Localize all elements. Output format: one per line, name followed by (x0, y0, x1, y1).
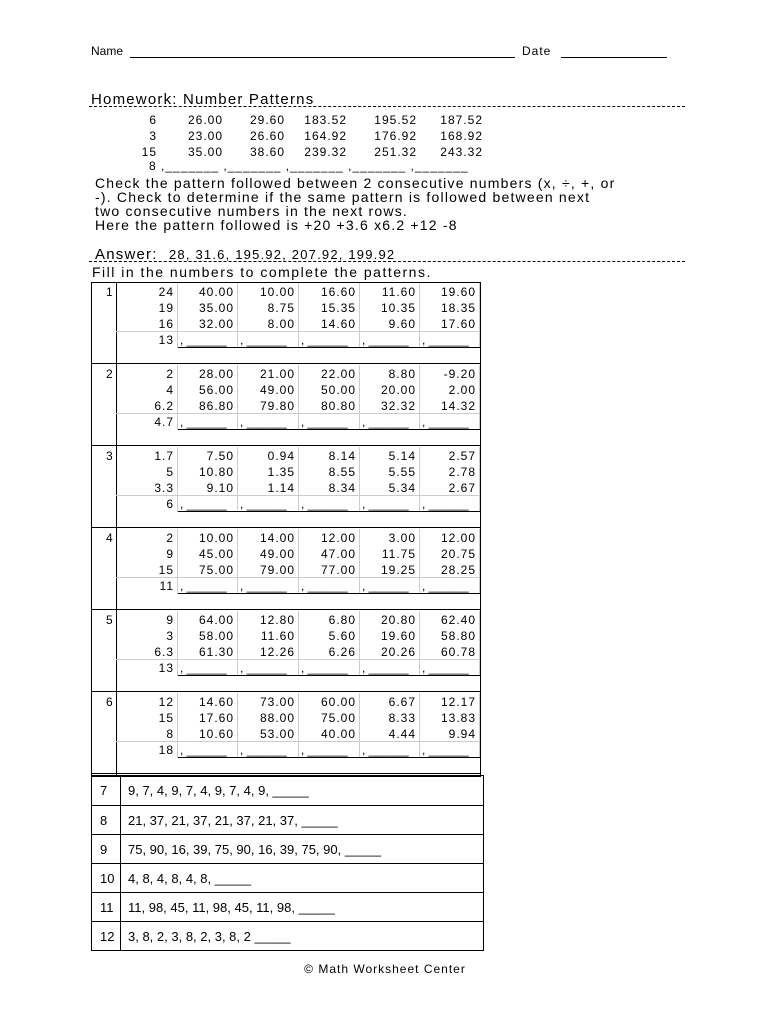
blank-answer[interactable]: , ______ (240, 743, 287, 757)
blank-start: 4.7 (154, 415, 174, 429)
blank-answer[interactable]: , ______ (301, 743, 348, 757)
blank-answer[interactable]: , ______ (240, 333, 287, 347)
table-cell: 15 (158, 563, 174, 577)
grid-line (178, 511, 480, 512)
homework-cell: 251.32 (374, 145, 417, 159)
blank-answer[interactable]: , ______ (422, 579, 469, 593)
table-cell: 12 (158, 695, 174, 709)
problem-block (92, 283, 480, 365)
problem-number: 6 (106, 695, 113, 709)
homework-cell: 23.00 (187, 129, 223, 143)
homework-cell: 38.60 (249, 145, 285, 159)
table-cell: 49.00 (259, 547, 295, 561)
answer-value: 28, 31.6, 195.92, 207.92, 199.92 (169, 247, 396, 262)
grid-line (479, 693, 480, 758)
grid-line (116, 577, 480, 578)
table-cell: 8.80 (388, 367, 416, 381)
grid-line (479, 529, 480, 594)
table-cell: 19 (158, 301, 174, 315)
table-cell: 45.00 (198, 547, 234, 561)
table-cell: 60.78 (440, 645, 476, 659)
table-cell: 20.80 (380, 613, 416, 627)
blank-answer[interactable]: , ______ (180, 743, 227, 757)
grid-line (120, 922, 121, 951)
blank-start: 18 (158, 743, 174, 757)
table-cell: 19.60 (380, 629, 416, 643)
blank-answer[interactable]: , ______ (301, 661, 348, 675)
table-cell: 79.80 (259, 399, 295, 413)
table-cell: 9 (166, 547, 174, 561)
table-cell: 77.00 (320, 563, 356, 577)
table-cell: 79.00 (259, 563, 295, 577)
table-cell: 4 (166, 383, 174, 397)
table-cell: 2.57 (448, 449, 476, 463)
table-cell: 12.17 (440, 695, 476, 709)
sequence-number: 12 (100, 929, 115, 944)
table-cell: 15 (158, 711, 174, 725)
table-cell: 6.2 (154, 399, 174, 413)
table-cell: 12.80 (259, 613, 295, 627)
table-cell: 19.60 (440, 285, 476, 299)
grid-line (177, 693, 178, 758)
blank-answer[interactable]: , ______ (362, 661, 409, 675)
blank-answer[interactable]: , ______ (422, 497, 469, 511)
sequence-text[interactable]: 4, 8, 4, 8, 4, 8, _____ (128, 871, 251, 886)
instruction-line-3: two consecutive numbers in the next rows. (95, 203, 408, 219)
grid-line (120, 806, 121, 835)
grid-line (92, 363, 480, 364)
table-cell: 14.60 (198, 695, 234, 709)
problem-number: 3 (106, 449, 113, 463)
table-cell: 3.3 (154, 481, 174, 495)
table-cell: 20.26 (380, 645, 416, 659)
table-cell: 75.00 (198, 563, 234, 577)
grid-line (116, 283, 117, 365)
grid-line (359, 693, 360, 758)
grid-line (116, 693, 117, 775)
grid-line (120, 776, 121, 805)
table-cell: 14.60 (320, 317, 356, 331)
blank-answer[interactable]: , ______ (301, 415, 348, 429)
grid-line (116, 611, 117, 693)
table-cell: 53.00 (259, 727, 295, 741)
homework-cell: 164.92 (304, 129, 347, 143)
blank-answer[interactable]: , ______ (180, 579, 227, 593)
table-cell: 17.60 (440, 317, 476, 331)
grid-line (419, 283, 420, 348)
table-cell: 32.00 (198, 317, 234, 331)
sequence-text[interactable]: 3, 8, 2, 3, 8, 2, 3, 8, 2 _____ (128, 929, 291, 944)
table-cell: 58.00 (198, 629, 234, 643)
table-cell: 2 (166, 367, 174, 381)
grid-line (419, 529, 420, 594)
sequence-number: 10 (100, 871, 115, 886)
grid-line (359, 283, 360, 348)
table-cell: 6.26 (328, 645, 356, 659)
grid-line (419, 447, 420, 512)
grid-line (92, 691, 480, 692)
blank-start: 13 (158, 661, 174, 675)
problem-number: 4 (106, 531, 113, 545)
table-cell: 22.00 (320, 367, 356, 381)
blank-answer[interactable]: , ______ (240, 497, 287, 511)
homework-cell: 6 (149, 113, 157, 127)
problem-block (92, 611, 480, 693)
sequence-number: 8 (100, 813, 108, 828)
table-cell: 6.67 (388, 695, 416, 709)
blank-answer[interactable]: , ______ (422, 661, 469, 675)
table-cell: 10.00 (198, 531, 234, 545)
homework-cell: 183.52 (304, 113, 347, 127)
grid-line (177, 447, 178, 512)
grid-line (92, 527, 480, 528)
homework-cell: 29.60 (249, 113, 285, 127)
grid-line (177, 365, 178, 430)
problem-block (92, 365, 480, 447)
table-cell: 14.00 (259, 531, 295, 545)
table-cell: 47.00 (320, 547, 356, 561)
table-cell: 75.00 (320, 711, 356, 725)
sequence-number: 9 (100, 842, 108, 857)
date-label: Date (522, 44, 552, 58)
homework-cell: 168.92 (440, 129, 483, 143)
homework-cell: 187.52 (440, 113, 483, 127)
blank-answer[interactable]: , ______ (301, 579, 348, 593)
table-cell: 9.10 (206, 481, 234, 495)
table-cell: 15.35 (320, 301, 356, 315)
grid-line (92, 609, 480, 610)
grid-line (177, 283, 178, 348)
table-cell: 8.33 (388, 711, 416, 725)
grid-line (116, 331, 480, 332)
grid-line (177, 611, 178, 676)
table-cell: 2.67 (448, 481, 476, 495)
table-cell: 3.00 (388, 531, 416, 545)
sequence-row (92, 834, 483, 864)
table-cell: 4.44 (388, 727, 416, 741)
table-cell: 35.00 (198, 301, 234, 315)
date-field[interactable] (561, 57, 667, 58)
table-cell: -9.20 (443, 367, 476, 381)
sequence-row (92, 892, 483, 922)
blank-answer[interactable]: , ______ (180, 497, 227, 511)
table-cell: 11.75 (381, 547, 416, 561)
blank-answer[interactable]: , ______ (240, 661, 287, 675)
grid-line (237, 365, 238, 430)
table-cell: 14.32 (440, 399, 476, 413)
table-cell: 8.14 (328, 449, 356, 463)
homework-cell: 195.52 (374, 113, 417, 127)
homework-blank-row: 8 ,_______ ,_______ ,_______ ,_______ ,_______ (149, 159, 469, 173)
homework-title: Homework: Number Patterns (91, 91, 315, 108)
table-cell: 21.00 (259, 367, 295, 381)
grid-line (298, 283, 299, 348)
grid-line (178, 593, 480, 594)
problem-block (92, 447, 480, 529)
table-cell: 17.60 (198, 711, 234, 725)
table-cell: 0.94 (267, 449, 295, 463)
homework-cell: 3 (149, 129, 157, 143)
grid-line (116, 659, 480, 660)
table-cell: 3 (166, 629, 174, 643)
table-cell: 2 (166, 531, 174, 545)
grid-line (116, 529, 117, 611)
sequence-table (91, 775, 484, 951)
divider (89, 106, 685, 107)
sequence-text[interactable]: 9, 7, 4, 9, 7, 4, 9, 7, 4, 9, _____ (128, 783, 309, 798)
sequence-text[interactable]: 21, 37, 21, 37, 21, 37, 21, 37, _____ (128, 813, 338, 828)
blank-answer[interactable]: , ______ (301, 497, 348, 511)
table-cell: 10.80 (198, 465, 234, 479)
table-cell: 49.00 (259, 383, 295, 397)
homework-cell: 15 (141, 145, 157, 159)
table-cell: 8 (166, 727, 174, 741)
problem-number: 2 (106, 367, 113, 381)
grid-line (359, 365, 360, 430)
grid-line (237, 283, 238, 348)
blank-answer[interactable]: , ______ (240, 579, 287, 593)
problem-number: 1 (106, 285, 113, 299)
blank-start: 11 (159, 579, 174, 593)
blank-answer[interactable]: , ______ (422, 743, 469, 757)
footer: © Math Worksheet Center (304, 962, 466, 976)
blank-answer[interactable]: , ______ (180, 415, 227, 429)
table-cell: 1.7 (154, 449, 174, 463)
table-cell: 6.3 (154, 645, 174, 659)
table-cell: 5 (166, 465, 174, 479)
grid-line (237, 611, 238, 676)
instruction-line-2: -). Check to determine if the same pattern is followed between next (95, 189, 591, 205)
grid-line (298, 529, 299, 594)
table-cell: 9.60 (388, 317, 416, 331)
homework-cell: 176.92 (374, 129, 417, 143)
homework-section (89, 89, 685, 264)
table-cell: 88.00 (259, 711, 295, 725)
header (0, 40, 770, 65)
problems-grid (91, 282, 481, 777)
table-cell: 12.26 (259, 645, 295, 659)
table-cell: 8.75 (267, 301, 295, 315)
blank-answer[interactable]: , ______ (362, 743, 409, 757)
sequence-number: 7 (100, 783, 108, 798)
table-cell: 24 (158, 285, 174, 299)
table-cell: 56.00 (198, 383, 234, 397)
sequence-row (92, 863, 483, 893)
table-cell: 40.00 (198, 285, 234, 299)
grid-line (479, 447, 480, 512)
grid-line (178, 347, 480, 348)
table-cell: 10.60 (198, 727, 234, 741)
grid-line (298, 693, 299, 758)
table-cell: 10.35 (380, 301, 416, 315)
grid-line (359, 611, 360, 676)
table-cell: 12.00 (440, 531, 476, 545)
blank-answer[interactable]: , ______ (422, 415, 469, 429)
grid-line (479, 283, 480, 348)
answer-label: Answer: (95, 246, 158, 263)
table-cell: 28.25 (440, 563, 476, 577)
grid-line (479, 611, 480, 676)
table-cell: 2.78 (448, 465, 476, 479)
table-cell: 16.60 (320, 285, 356, 299)
grid-line (298, 611, 299, 676)
blank-answer[interactable]: , ______ (362, 497, 409, 511)
sequence-text[interactable]: 11, 98, 45, 11, 98, 45, 11, 98, _____ (128, 900, 335, 915)
grid-line (479, 365, 480, 430)
blank-answer[interactable]: , ______ (301, 333, 348, 347)
grid-line (237, 693, 238, 758)
blank-start: 13 (158, 333, 174, 347)
grid-line (298, 447, 299, 512)
blank-answer[interactable]: , ______ (180, 333, 227, 347)
homework-cell: 35.00 (187, 145, 223, 159)
fill-title: Fill in the numbers to complete the patterns. (92, 264, 432, 280)
grid-line (298, 365, 299, 430)
grid-line (116, 447, 117, 529)
grid-line (359, 529, 360, 594)
blank-answer[interactable]: , ______ (180, 661, 227, 675)
name-label: Name (91, 44, 124, 58)
table-cell: 20.75 (440, 547, 476, 561)
table-cell: 8.00 (267, 317, 295, 331)
grid-line (237, 447, 238, 512)
sequence-row (92, 776, 483, 805)
grid-line (120, 835, 121, 864)
blank-answer[interactable]: , ______ (362, 415, 409, 429)
table-cell: 64.00 (198, 613, 234, 627)
grid-line (116, 495, 480, 496)
grid-line (120, 864, 121, 893)
sequence-text[interactable]: 75, 90, 16, 39, 75, 90, 16, 39, 75, 90, _____ (128, 842, 381, 857)
homework-cell: 243.32 (440, 145, 483, 159)
table-cell: 60.00 (320, 695, 356, 709)
grid-line (177, 529, 178, 594)
table-cell: 5.60 (328, 629, 356, 643)
table-cell: 2.00 (448, 383, 476, 397)
table-cell: 5.34 (388, 481, 416, 495)
table-cell: 7.50 (206, 449, 234, 463)
homework-cell: 26.60 (249, 129, 285, 143)
blank-answer[interactable]: , ______ (422, 333, 469, 347)
table-cell: 9.94 (448, 727, 476, 741)
table-cell: 58.80 (440, 629, 476, 643)
problem-block (92, 693, 480, 775)
problem-number: 5 (106, 613, 113, 627)
table-cell: 18.35 (440, 301, 476, 315)
blank-answer[interactable]: , ______ (362, 579, 409, 593)
sequence-row (92, 805, 483, 835)
table-cell: 13.83 (440, 711, 476, 725)
table-cell: 5.14 (388, 449, 416, 463)
table-cell: 5.55 (388, 465, 416, 479)
grid-line (116, 413, 480, 414)
blank-answer[interactable]: , ______ (362, 333, 409, 347)
table-cell: 20.00 (380, 383, 416, 397)
table-cell: 6.80 (328, 613, 356, 627)
instruction-line-4: Here the pattern followed is +20 +3.6 x6.2 +12 -8 (95, 217, 458, 233)
table-cell: 1.35 (267, 465, 295, 479)
sequence-row (92, 921, 483, 951)
table-cell: 32.32 (380, 399, 416, 413)
blank-answer[interactable]: , ______ (240, 415, 287, 429)
grid-line (116, 741, 480, 742)
table-cell: 16 (158, 317, 174, 331)
table-cell: 11.60 (260, 629, 295, 643)
sequence-number: 11 (100, 900, 114, 915)
instruction-line-1: Check the pattern followed between 2 consecutive numbers (x, ÷, +, or (95, 175, 616, 191)
table-cell: 10.00 (259, 285, 295, 299)
table-cell: 80.80 (320, 399, 356, 413)
table-cell: 9 (166, 613, 174, 627)
grid-line (419, 365, 420, 430)
table-cell: 62.40 (440, 613, 476, 627)
table-cell: 11.60 (381, 285, 416, 299)
grid-line (237, 529, 238, 594)
grid-line (178, 429, 480, 430)
table-cell: 12.00 (320, 531, 356, 545)
grid-line (92, 445, 480, 446)
table-cell: 73.00 (259, 695, 295, 709)
grid-line (359, 447, 360, 512)
table-cell: 86.80 (198, 399, 234, 413)
table-cell: 8.34 (328, 481, 356, 495)
grid-line (116, 365, 117, 447)
grid-line (419, 611, 420, 676)
table-cell: 19.25 (380, 563, 416, 577)
table-cell: 1.14 (267, 481, 295, 495)
table-cell: 40.00 (320, 727, 356, 741)
blank-start: 6 (166, 497, 174, 511)
grid-line (120, 893, 121, 922)
grid-line (92, 773, 480, 774)
table-cell: 8.55 (328, 465, 356, 479)
table-cell: 28.00 (198, 367, 234, 381)
divider (89, 261, 685, 262)
table-cell: 61.30 (198, 645, 234, 659)
name-field[interactable] (130, 57, 515, 58)
problem-block (92, 529, 480, 611)
homework-cell: 26.00 (187, 113, 223, 127)
homework-cell: 239.32 (304, 145, 347, 159)
table-cell: 50.00 (320, 383, 356, 397)
grid-line (419, 693, 420, 758)
grid-line (178, 757, 480, 758)
grid-line (178, 675, 480, 676)
